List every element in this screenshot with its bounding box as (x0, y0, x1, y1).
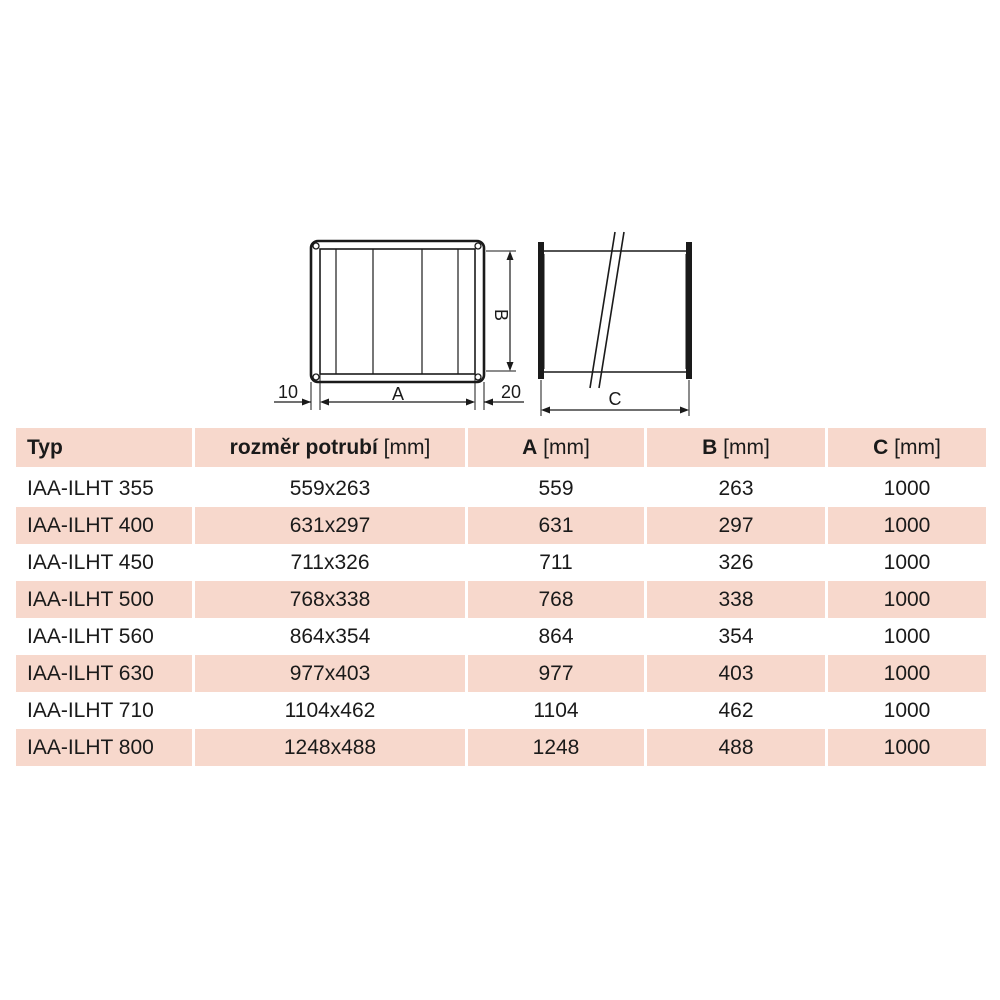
cell-type: IAA-ILHT 500 (16, 581, 195, 618)
table-row (16, 507, 986, 544)
header-c-unit: [mm] (888, 435, 941, 459)
cell-a: 768 (468, 581, 647, 618)
table-row (16, 655, 986, 692)
cell-a: 631 (468, 507, 647, 544)
cell-type: IAA-ILHT 630 (16, 655, 195, 692)
header-type (16, 428, 195, 470)
cell-duct-size: 631x297 (195, 507, 468, 544)
cell-a: 1248 (468, 729, 647, 766)
header-a-label: A (522, 435, 538, 459)
side-view (538, 232, 692, 388)
dimension-c-label: C (608, 389, 622, 409)
cell-duct-size: 768x338 (195, 581, 468, 618)
cell-b: 338 (647, 581, 828, 618)
table-row (16, 618, 986, 655)
cell-type: IAA-ILHT 355 (16, 470, 195, 507)
cell-c: 1000 (828, 507, 986, 544)
dimension-b-label: B (491, 308, 511, 322)
header-c-label: C (873, 435, 889, 459)
cell-c: 1000 (828, 655, 986, 692)
cell-c: 1000 (828, 729, 986, 766)
dimension-a-label: A (391, 384, 405, 404)
table-row (16, 692, 986, 729)
cell-a: 1104 (468, 692, 647, 729)
cell-b: 326 (647, 544, 828, 581)
cell-type: IAA-ILHT 560 (16, 618, 195, 655)
cell-a: 711 (468, 544, 647, 581)
cell-c: 1000 (883, 476, 931, 500)
dimension-left-label: 10 (277, 382, 299, 402)
header-duct-size (195, 428, 468, 470)
table-row (16, 581, 986, 618)
cell-b: 488 (647, 729, 828, 766)
table-header-row (16, 428, 986, 470)
cell-duct-size: 1248x488 (195, 729, 468, 766)
table-row (16, 470, 986, 507)
header-type-label: Typ (27, 435, 63, 459)
technical-drawing (0, 0, 1000, 420)
cell-a: 559 (468, 470, 647, 507)
header-b (647, 428, 828, 470)
front-view (311, 241, 484, 382)
cell-b: 297 (647, 507, 828, 544)
dimension-right-label: 20 (500, 382, 522, 402)
cell-type: IAA-ILHT 450 (16, 544, 195, 581)
cell-duct-size: 864x354 (195, 618, 468, 655)
cell-a: 864 (468, 618, 647, 655)
header-a-unit: [mm] (537, 435, 590, 459)
cell-duct-size: 711x326 (195, 544, 468, 581)
cell-c: 1000 (883, 550, 931, 574)
cell-b: 263 (647, 470, 828, 507)
cell-b: 354 (647, 618, 828, 655)
cell-b: 403 (647, 655, 828, 692)
cell-type: IAA-ILHT 710 (16, 692, 195, 729)
cell-c: 1000 (828, 581, 986, 618)
dimensions-table (16, 428, 986, 766)
cell-c: 1000 (883, 624, 931, 648)
cell-a: 977 (468, 655, 647, 692)
cell-duct-size: 1104x462 (195, 692, 468, 729)
header-b-unit: [mm] (717, 435, 770, 459)
cell-b: 462 (647, 692, 828, 729)
header-duct-size-label: rozměr potrubí (229, 435, 378, 459)
table-row (16, 544, 986, 581)
cell-type: IAA-ILHT 800 (16, 729, 195, 766)
cell-duct-size: 977x403 (195, 655, 468, 692)
cell-c: 1000 (883, 698, 931, 722)
header-b-label: B (702, 435, 718, 459)
table-row (16, 729, 986, 766)
header-c (828, 428, 986, 470)
header-a (468, 428, 647, 470)
header-duct-size-unit: [mm] (377, 435, 431, 459)
cell-duct-size: 559x263 (195, 470, 468, 507)
cell-type: IAA-ILHT 400 (16, 507, 195, 544)
